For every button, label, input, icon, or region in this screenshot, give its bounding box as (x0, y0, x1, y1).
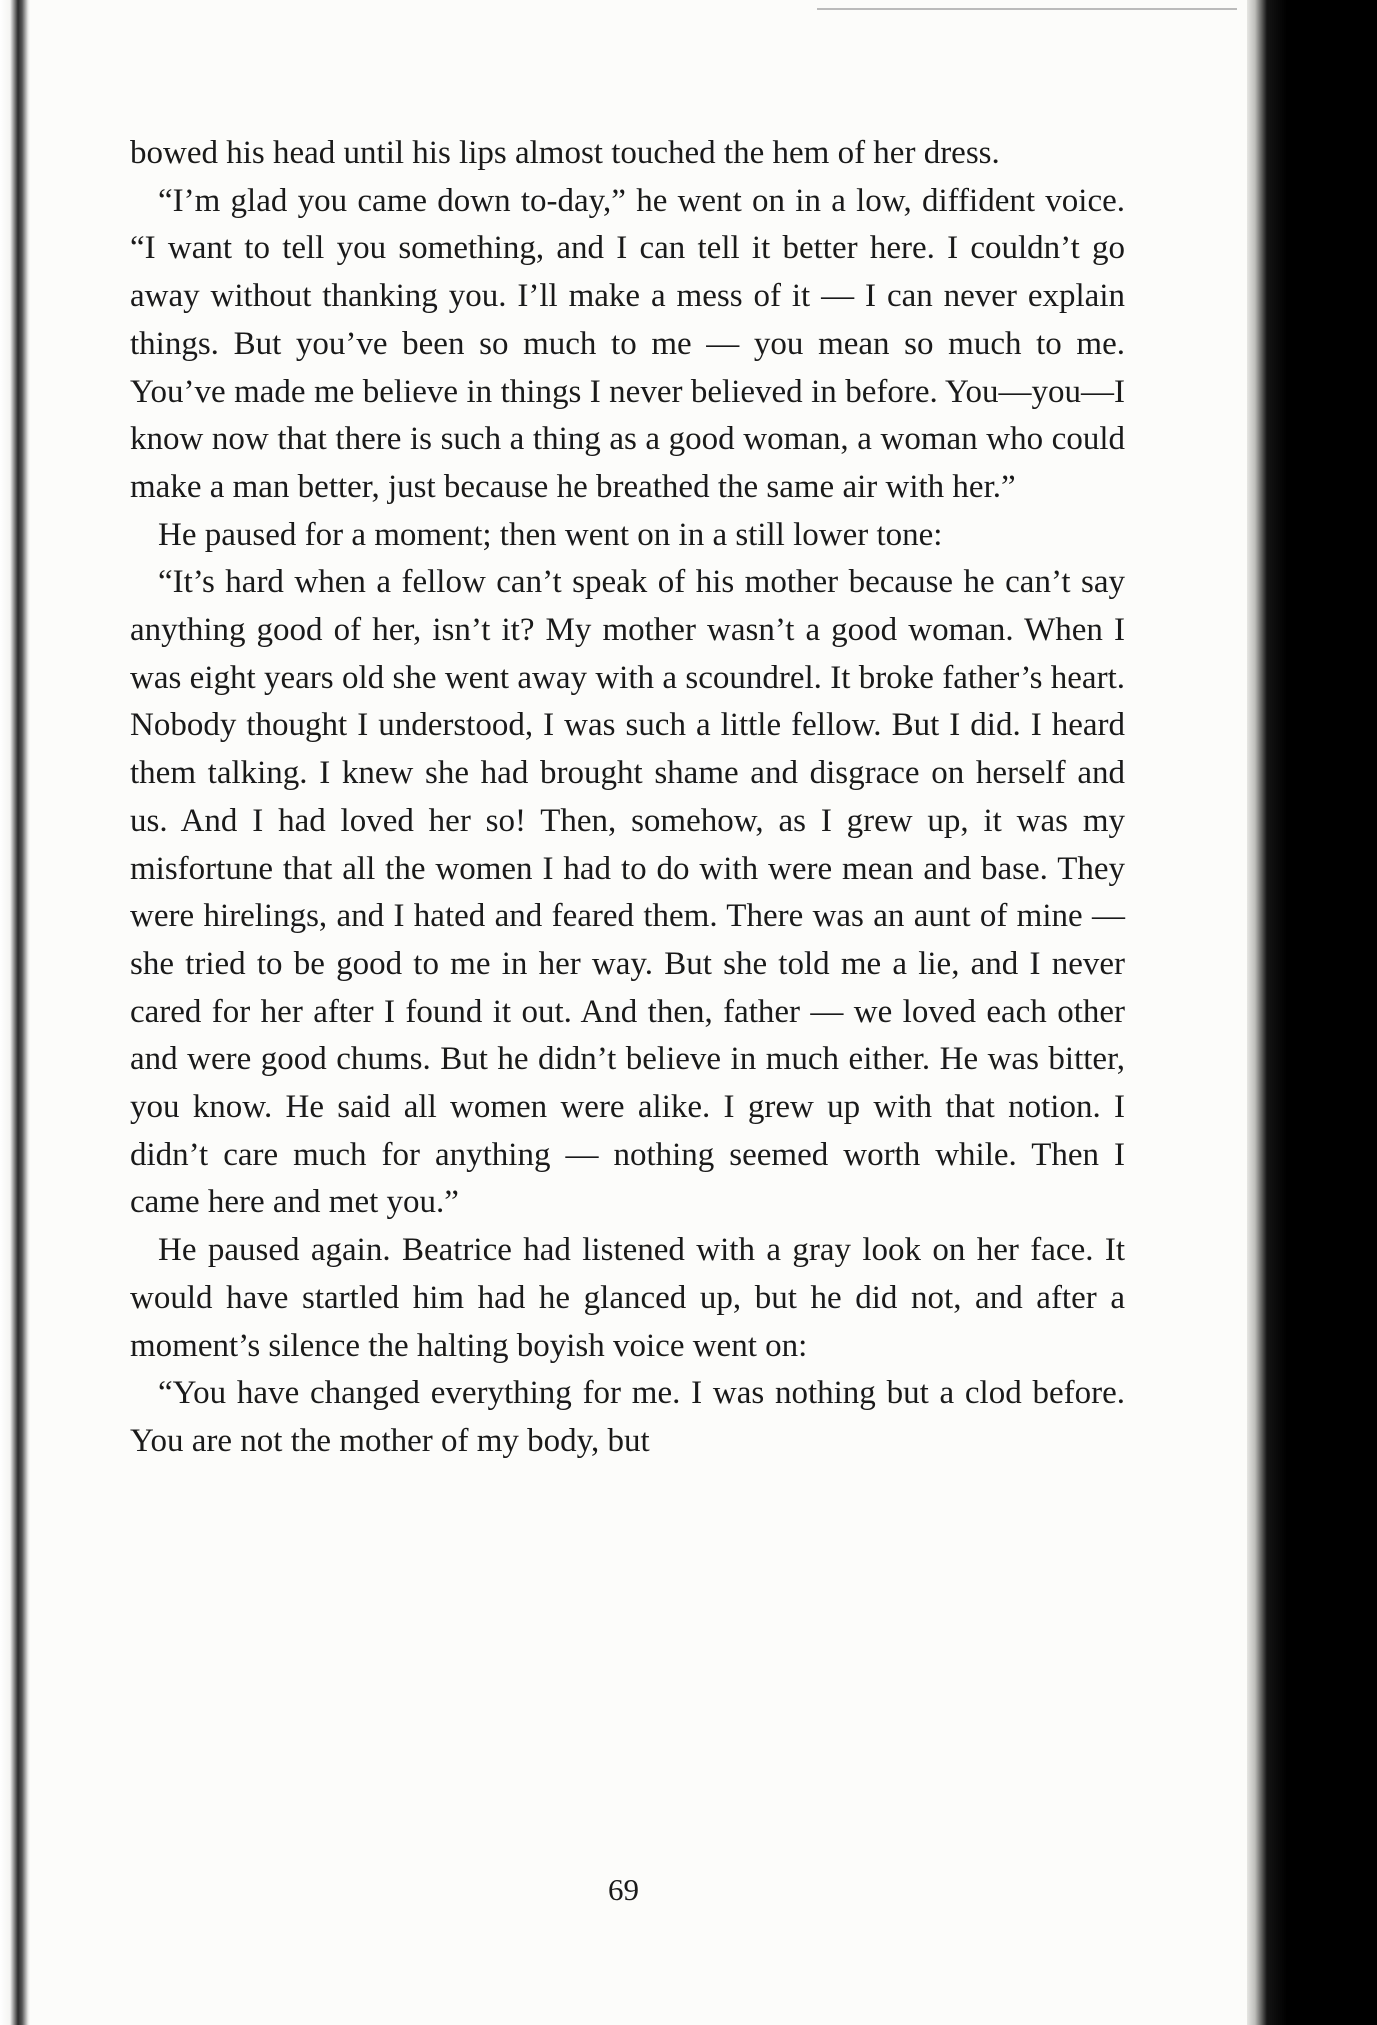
paragraph-continuation: bowed his head until his lips almost touched the hem of her dress. (130, 135, 1000, 171)
paragraph: “It’s hard when a fellow can’t speak of his mother because he can’t say anything good of her, isn’t it? My mother wasn’t a good woman. When I was eight years old she went away with a scoundrel. It broke father’s heart. Nobody thought I understood, I was such a little fellow. But I did. I heard them talking. I knew she had brought shame and disgrace on herself and us. And I had loved her so! Then, somehow, as I grew up, it was my misfortune that all the women I had to do with were mean and base. They were hirelings, and I hated and feared them. There was an aunt of mine — she tried to be good to me in her way. But she told me a lie, and I never cared for her after I found it out. And then, father — we loved each other and were good chums. But he didn’t believe in much either. He was bitter, you know. He said all women were alike. I grew up with that notion. I didn’t care much for anything — nothing seemed worth while. Then I came here and met you.” (130, 564, 1125, 1221)
page-number: 69 (608, 1872, 639, 1907)
paragraph: “You have changed everything for me. I was nothing but a clod before. You are not the mother of my body, but (130, 1375, 1125, 1459)
scan-top-line (817, 8, 1237, 10)
paragraph: He paused for a moment; then went on in a still lower tone: (158, 516, 943, 553)
paragraph: He paused again. Beatrice had listened with a gray look on her face. It would have startled him had he glanced up, but he did not, and after a moment’s silence the halting boyish voice went on: (130, 1232, 1125, 1364)
binding-edge (0, 0, 30, 2025)
scan-margin-bar (1247, 0, 1377, 2025)
body-text (130, 130, 1125, 1466)
paragraph: “I’m glad you came down to-day,” he went on in a low, diffident voice. “I want to tell you something, and I can tell it better here. I couldn’t go away without thanking you. I’ll make a mess of it — I can never explain things. But you’ve been so much to me — you mean so much to me. You’ve made me believe in things I never believed in before. You—you—I know now that there is such a thing as a good woman, a woman who could make a man better, just because he breathed the same air with her.” (130, 182, 1125, 505)
